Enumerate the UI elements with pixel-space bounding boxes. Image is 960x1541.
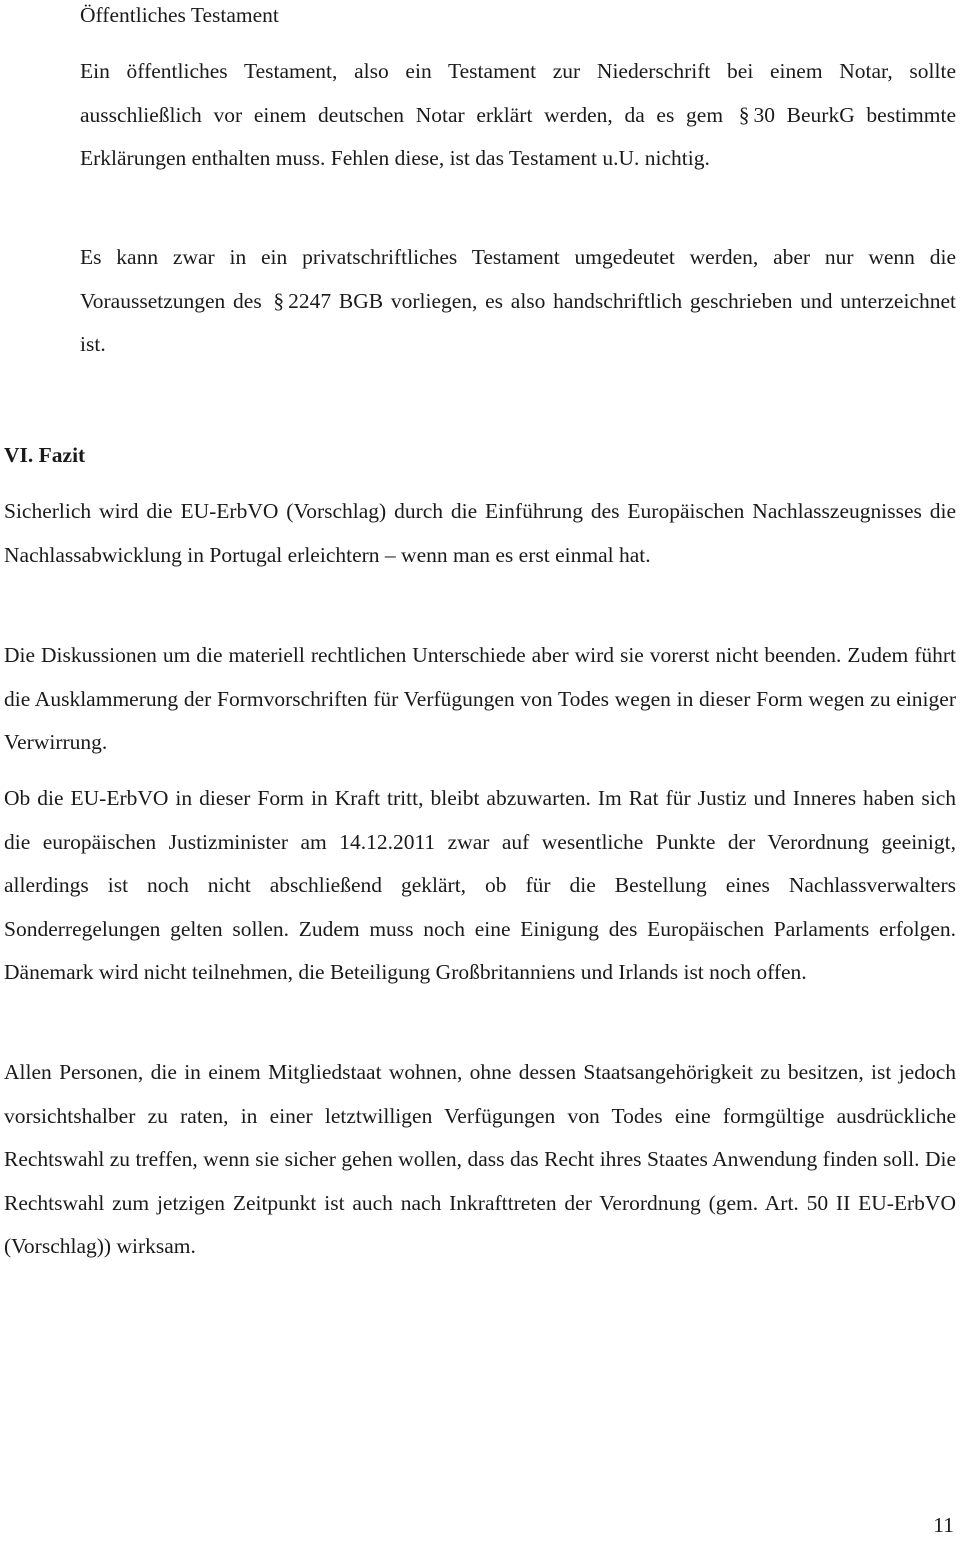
paragraph-ref: 30: [753, 102, 775, 127]
page-number: 11: [933, 1513, 954, 1537]
paragraph-oeffentliches-testament: [80, 50, 956, 181]
paragraph-fazit-2: Die Diskussionen um die materiell rechtlichen Unterschiede aber wird sie vorerst nicht beenden. Zudem führt die Ausklammerung der Formvorschriften für Verfügungen von Todes wegen in dieser Form wegen zu einiger Verwirrung.: [4, 643, 956, 754]
paragraph-fazit-4: Allen Personen, die in einem Mitgliedstaat wohnen, ohne dessen Staatsangehörigkeit zu besitzen, ist jedoch vorsichtshalber zu raten, in einer letztwilligen Verfügungen von Todes eine formgültige ausdrückliche Rechtswahl zu treffen, wenn sie sicher gehen wollen, dass das Recht ihres Staates Anwendung finden soll. Die Rechtswahl zum jetzigen Zeitpunkt ist auch nach Inkrafttreten der Verordnung (gem. Art. 50 II EU-ErbVO (Vorschlag)) wirksam.: [4, 1060, 956, 1258]
paragraph-ref: 2247: [288, 288, 332, 313]
paragraph-text-rest: BGB vorliegen, es also handschriftlich geschrieben und unterzeichnet ist.: [80, 288, 957, 356]
paragraph-umdeutung: [80, 236, 956, 367]
paragraph-text: Ein öffentliches Testament, also ein Testament zur Niederschrift bei einem Notar, sollte ausschließlich vor einem deutschen Notar erklärt werden, da es gem: [80, 59, 956, 127]
section-title-fazit: VI. Fazit: [4, 443, 86, 467]
paragraph-fazit-1: Sicherlich wird die EU-ErbVO (Vorschlag) durch die Einführung des Europäischen Nachlasszeugnisses die Nachlassabwicklung in Portugal erleichtern – wenn man es erst einmal hat.: [4, 499, 956, 567]
section-sign-icon: §: [738, 102, 750, 127]
paragraph-text: Es kann zwar in ein privatschriftliches Testament umgedeutet werden, aber nur wenn die Voraussetzungen des: [80, 245, 956, 313]
section-sign-icon: §: [273, 288, 285, 313]
paragraph-text-rest: BeurkG bestimmte Erklärungen enthalten muss. Fehlen diese, ist das Testament u.U. nichtig.: [80, 102, 956, 170]
section-heading-oeffentliches-testament: Öffentliches Testament: [80, 3, 279, 27]
paragraph-fazit-3: Ob die EU-ErbVO in dieser Form in Kraft tritt, bleibt abzuwarten. Im Rat für Justiz und Inneres haben sich die europäischen Justizminister am 14.12.2011 zwar auf wesentliche Punkte der Verordnung geeinigt, allerdings ist noch nicht abschließend geklärt, ob für die Bestellung eines Nachlassverwalters Sonderregelungen gelten sollen. Zudem muss noch eine Einigung des Europäischen Parlaments erfolgen. Dänemark wird nicht teilnehmen, die Beteiligung Großbritanniens und Irlands ist noch offen.: [4, 786, 956, 984]
